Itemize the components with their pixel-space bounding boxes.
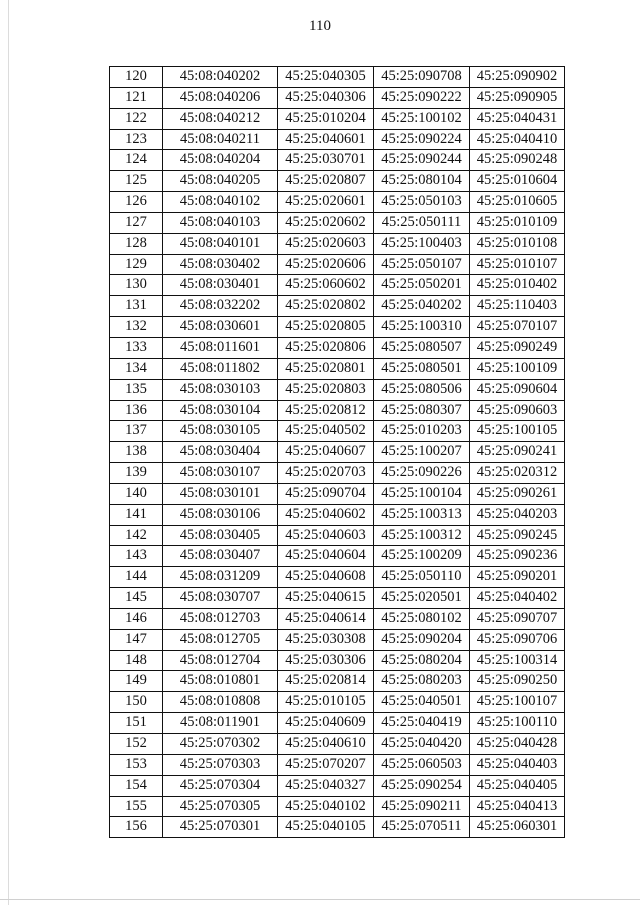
cadastral-number-cell: 45:25:020703 [278,463,374,484]
row-number-cell: 140 [110,483,163,504]
cadastral-number-cell: 45:25:100403 [374,233,470,254]
cadastral-number-cell: 45:25:010105 [278,692,374,713]
cadastral-number-cell: 45:25:090244 [374,150,470,171]
table-row [110,275,565,296]
cadastral-number-cell: 45:08:040202 [163,67,278,88]
cadastral-number-cell: 45:25:090245 [470,525,565,546]
cadastral-number-cell: 45:25:040403 [470,754,565,775]
cadastral-number-cell: 45:25:030308 [278,629,374,650]
row-number-cell: 124 [110,150,163,171]
cadastral-number-cell: 45:25:090201 [470,567,565,588]
cadastral-number-cell: 45:25:040405 [470,775,565,796]
cadastral-number-cell: 45:25:090250 [470,671,565,692]
cadastral-number-cell: 45:25:040413 [470,796,565,817]
cadastral-number-cell: 45:25:050111 [374,212,470,233]
cadastral-number-cell: 45:25:080203 [374,671,470,692]
cadastral-number-cell: 45:25:090704 [278,483,374,504]
row-number-cell: 134 [110,358,163,379]
cadastral-number-cell: 45:25:040102 [278,796,374,817]
cadastral-number-cell: 45:25:070302 [163,734,278,755]
cadastral-number-cell: 45:25:100105 [470,421,565,442]
cadastral-number-cell: 45:25:040609 [278,713,374,734]
cadastral-number-cell: 45:08:030402 [163,254,278,275]
cadastral-number-cell: 45:25:020501 [374,588,470,609]
cadastral-number-cell: 45:25:040327 [278,775,374,796]
cadastral-number-cell: 45:25:040202 [374,296,470,317]
cadastral-number-cell: 45:25:060503 [374,754,470,775]
cadastral-number-cell: 45:08:012704 [163,650,278,671]
cadastral-number-cell: 45:08:040204 [163,150,278,171]
cadastral-number-cell: 45:25:090604 [470,379,565,400]
cadastral-number-cell: 45:25:090204 [374,629,470,650]
cadastral-numbers-table [109,66,565,838]
cadastral-number-cell: 45:25:040615 [278,588,374,609]
cadastral-number-cell: 45:08:031209 [163,567,278,588]
table-row [110,317,565,338]
cadastral-number-cell: 45:25:040105 [278,817,374,838]
cadastral-number-cell: 45:25:020806 [278,337,374,358]
cadastral-number-cell: 45:25:070107 [470,317,565,338]
table-row [110,775,565,796]
row-number-cell: 132 [110,317,163,338]
row-number-cell: 153 [110,754,163,775]
cadastral-number-cell: 45:08:030103 [163,379,278,400]
table-row [110,296,565,317]
row-number-cell: 138 [110,442,163,463]
cadastral-number-cell: 45:25:020603 [278,233,374,254]
table-row [110,650,565,671]
table-row [110,713,565,734]
cadastral-number-cell: 45:25:080506 [374,379,470,400]
cadastral-number-cell: 45:08:012703 [163,608,278,629]
cadastral-number-cell: 45:08:040206 [163,87,278,108]
cadastral-number-cell: 45:08:030105 [163,421,278,442]
cadastral-number-cell: 45:08:040211 [163,129,278,150]
row-number-cell: 121 [110,87,163,108]
row-number-cell: 126 [110,192,163,213]
cadastral-number-cell: 45:25:070303 [163,754,278,775]
row-number-cell: 133 [110,337,163,358]
cadastral-number-cell: 45:25:090249 [470,337,565,358]
cadastral-number-cell: 45:25:110403 [470,296,565,317]
cadastral-number-cell: 45:25:100314 [470,650,565,671]
cadastral-number-cell: 45:25:010605 [470,192,565,213]
table-row [110,483,565,504]
table-row [110,463,565,484]
cadastral-number-cell: 45:25:090248 [470,150,565,171]
row-number-cell: 143 [110,546,163,567]
cadastral-number-cell: 45:25:090236 [470,546,565,567]
scan-left-edge [8,0,9,905]
cadastral-number-cell: 45:25:040402 [470,588,565,609]
cadastral-number-cell: 45:25:040601 [278,129,374,150]
cadastral-number-cell: 45:08:011601 [163,337,278,358]
cadastral-number-cell: 45:25:040420 [374,734,470,755]
table-row [110,150,565,171]
cadastral-number-cell: 45:25:020802 [278,296,374,317]
cadastral-number-cell: 45:25:040203 [470,504,565,525]
cadastral-number-cell: 45:25:090708 [374,67,470,88]
cadastral-number-cell: 45:25:040306 [278,87,374,108]
cadastral-number-cell: 45:08:040212 [163,108,278,129]
table-row [110,67,565,88]
cadastral-number-cell: 45:08:030106 [163,504,278,525]
cadastral-number-cell: 45:08:010808 [163,692,278,713]
cadastral-number-cell: 45:08:012705 [163,629,278,650]
row-number-cell: 150 [110,692,163,713]
cadastral-number-cell: 45:25:100104 [374,483,470,504]
row-number-cell: 129 [110,254,163,275]
cadastral-number-cell: 45:25:040431 [470,108,565,129]
cadastral-number-cell: 45:25:010108 [470,233,565,254]
cadastral-number-cell: 45:08:040101 [163,233,278,254]
cadastral-number-cell: 45:25:100310 [374,317,470,338]
cadastral-number-cell: 45:25:040603 [278,525,374,546]
cadastral-number-cell: 45:08:030405 [163,525,278,546]
cadastral-number-cell: 45:08:030601 [163,317,278,338]
cadastral-number-cell: 45:25:070305 [163,796,278,817]
row-number-cell: 122 [110,108,163,129]
cadastral-number-cell: 45:25:090254 [374,775,470,796]
cadastral-number-cell: 45:25:020812 [278,400,374,421]
cadastral-number-cell: 45:08:032202 [163,296,278,317]
cadastral-number-cell: 45:25:050103 [374,192,470,213]
cadastral-number-cell: 45:25:050201 [374,275,470,296]
table-row [110,796,565,817]
cadastral-number-cell: 45:25:100110 [470,713,565,734]
row-number-cell: 156 [110,817,163,838]
cadastral-number-cell: 45:25:040610 [278,734,374,755]
table-row [110,588,565,609]
cadastral-number-cell: 45:25:050110 [374,567,470,588]
table-row [110,233,565,254]
table-row [110,734,565,755]
cadastral-number-cell: 45:25:050107 [374,254,470,275]
cadastral-number-cell: 45:25:010604 [470,171,565,192]
row-number-cell: 145 [110,588,163,609]
table-row [110,400,565,421]
cadastral-number-cell: 45:08:040205 [163,171,278,192]
row-number-cell: 151 [110,713,163,734]
cadastral-number-cell: 45:08:040102 [163,192,278,213]
cadastral-number-cell: 45:25:040608 [278,567,374,588]
cadastral-number-cell: 45:25:040305 [278,67,374,88]
row-number-cell: 123 [110,129,163,150]
table-row [110,358,565,379]
table-row [110,442,565,463]
cadastral-number-cell: 45:25:040501 [374,692,470,713]
row-number-cell: 130 [110,275,163,296]
cadastral-number-cell: 45:25:040607 [278,442,374,463]
cadastral-number-cell: 45:25:020814 [278,671,374,692]
cadastral-number-cell: 45:25:010402 [470,275,565,296]
cadastral-number-cell: 45:25:080204 [374,650,470,671]
cadastral-number-cell: 45:08:030104 [163,400,278,421]
cadastral-number-cell: 45:25:100107 [470,692,565,713]
cadastral-number-cell: 45:08:030404 [163,442,278,463]
cadastral-number-cell: 45:25:100109 [470,358,565,379]
table-row [110,421,565,442]
cadastral-number-cell: 45:25:090241 [470,442,565,463]
page-number: 110 [309,18,331,34]
cadastral-number-cell: 45:25:040614 [278,608,374,629]
cadastral-number-cell: 45:25:020801 [278,358,374,379]
row-number-cell: 135 [110,379,163,400]
table-row [110,254,565,275]
cadastral-number-cell: 45:08:011901 [163,713,278,734]
cadastral-number-cell: 45:08:030107 [163,463,278,484]
row-number-cell: 148 [110,650,163,671]
cadastral-number-cell: 45:25:080104 [374,171,470,192]
cadastral-number-cell: 45:25:040428 [470,734,565,755]
row-number-cell: 125 [110,171,163,192]
table-row [110,629,565,650]
row-number-cell: 154 [110,775,163,796]
cadastral-number-cell: 45:25:020601 [278,192,374,213]
table-row [110,212,565,233]
table-row [110,192,565,213]
row-number-cell: 144 [110,567,163,588]
row-number-cell: 142 [110,525,163,546]
cadastral-number-cell: 45:25:080501 [374,358,470,379]
cadastral-number-cell: 45:25:100312 [374,525,470,546]
cadastral-number-cell: 45:25:070301 [163,817,278,838]
cadastral-table-container [109,66,565,838]
table-row [110,671,565,692]
table-row [110,754,565,775]
cadastral-number-cell: 45:25:040602 [278,504,374,525]
cadastral-number-cell: 45:25:100313 [374,504,470,525]
table-row [110,546,565,567]
table-row [110,337,565,358]
row-number-cell: 120 [110,67,163,88]
cadastral-number-cell: 45:25:090222 [374,87,470,108]
cadastral-number-cell: 45:25:100209 [374,546,470,567]
cadastral-number-cell: 45:25:100207 [374,442,470,463]
cadastral-number-cell: 45:25:020606 [278,254,374,275]
row-number-cell: 131 [110,296,163,317]
cadastral-number-cell: 45:25:010109 [470,212,565,233]
cadastral-number-cell: 45:25:040502 [278,421,374,442]
cadastral-number-cell: 45:25:090261 [470,483,565,504]
cadastral-number-cell: 45:25:090902 [470,67,565,88]
table-body [110,67,565,838]
cadastral-number-cell: 45:25:020805 [278,317,374,338]
table-row [110,379,565,400]
cadastral-number-cell: 45:25:080102 [374,608,470,629]
table-row [110,108,565,129]
cadastral-number-cell: 45:25:090706 [470,629,565,650]
cadastral-number-cell: 45:25:040419 [374,713,470,734]
cadastral-number-cell: 45:25:010203 [374,421,470,442]
row-number-cell: 146 [110,608,163,629]
cadastral-number-cell: 45:25:020803 [278,379,374,400]
cadastral-number-cell: 45:25:090226 [374,463,470,484]
row-number-cell: 136 [110,400,163,421]
cadastral-number-cell: 45:25:080307 [374,400,470,421]
table-row [110,525,565,546]
cadastral-number-cell: 45:25:010107 [470,254,565,275]
cadastral-number-cell: 45:25:070511 [374,817,470,838]
table-row [110,504,565,525]
cadastral-number-cell: 45:25:040410 [470,129,565,150]
cadastral-number-cell: 45:25:100102 [374,108,470,129]
table-row [110,171,565,192]
cadastral-number-cell: 45:25:090224 [374,129,470,150]
cadastral-number-cell: 45:08:011802 [163,358,278,379]
row-number-cell: 139 [110,463,163,484]
cadastral-number-cell: 45:25:090211 [374,796,470,817]
cadastral-number-cell: 45:08:040103 [163,212,278,233]
cadastral-number-cell: 45:25:020602 [278,212,374,233]
cadastral-number-cell: 45:08:010801 [163,671,278,692]
cadastral-number-cell: 45:25:060301 [470,817,565,838]
cadastral-number-cell: 45:25:070207 [278,754,374,775]
cadastral-number-cell: 45:08:030407 [163,546,278,567]
cadastral-number-cell: 45:25:080507 [374,337,470,358]
cadastral-number-cell: 45:08:030101 [163,483,278,504]
cadastral-number-cell: 45:25:020312 [470,463,565,484]
row-number-cell: 127 [110,212,163,233]
table-row [110,87,565,108]
table-row [110,567,565,588]
row-number-cell: 147 [110,629,163,650]
row-number-cell: 149 [110,671,163,692]
cadastral-number-cell: 45:08:030707 [163,588,278,609]
cadastral-number-cell: 45:25:090905 [470,87,565,108]
row-number-cell: 137 [110,421,163,442]
row-number-cell: 141 [110,504,163,525]
cadastral-number-cell: 45:25:090707 [470,608,565,629]
cadastral-number-cell: 45:08:030401 [163,275,278,296]
table-row [110,608,565,629]
cadastral-number-cell: 45:25:030306 [278,650,374,671]
table-row [110,129,565,150]
table-row [110,817,565,838]
cadastral-number-cell: 45:25:040604 [278,546,374,567]
scan-bottom-edge [0,899,640,900]
cadastral-number-cell: 45:25:070304 [163,775,278,796]
cadastral-number-cell: 45:25:060602 [278,275,374,296]
cadastral-number-cell: 45:25:020807 [278,171,374,192]
row-number-cell: 128 [110,233,163,254]
row-number-cell: 155 [110,796,163,817]
cadastral-number-cell: 45:25:090603 [470,400,565,421]
cadastral-number-cell: 45:25:030701 [278,150,374,171]
cadastral-number-cell: 45:25:010204 [278,108,374,129]
row-number-cell: 152 [110,734,163,755]
table-row [110,692,565,713]
